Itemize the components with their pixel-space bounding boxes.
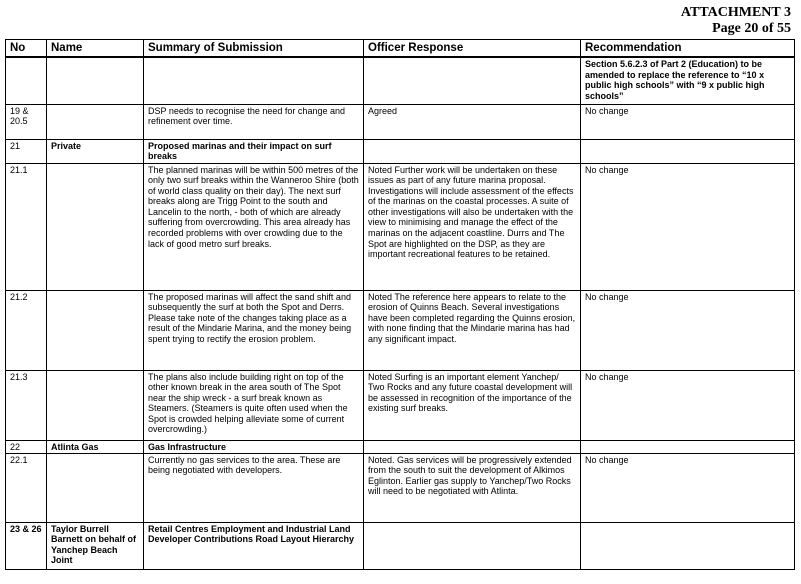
row-name [47, 163, 144, 290]
row-no: 21.3 [6, 370, 47, 440]
table-header-row [6, 40, 795, 58]
row-response [364, 139, 581, 163]
table-row [6, 57, 795, 104]
row-no: 23 & 26 [6, 522, 47, 569]
row-summary: The proposed marinas will affect the sand shift and subsequently the surf at both the Spot and Derrs. Please take note of the changes taking place as a result of the Mindarie Marina, and the money being spent trying to rectify the erosion problem. [144, 290, 364, 370]
row-response: Agreed [364, 104, 581, 139]
row-recommendation [581, 139, 795, 163]
row-summary: The planned marinas will be within 500 metres of the only two surf breaks within the Wanneroo Shire (both of world class quality on their day). The next surf breaks along are Trigg Point to the south and Lancelin to the north, - both of which are already suffering from overcrowding. This area already has recorded problems with over crowding due to the lack of good metro surf breaks. [144, 163, 364, 290]
table-row [6, 370, 795, 440]
row-recommendation: No change [581, 104, 795, 139]
row-no: 21.1 [6, 163, 47, 290]
row-name: Taylor Burrell Barnett on behalf of Yanchep Beach Joint [47, 522, 144, 569]
row-no [6, 57, 47, 104]
row-response [364, 522, 581, 569]
row-name [47, 290, 144, 370]
table-row [6, 139, 795, 163]
row-summary: DSP needs to recognise the need for change and refinement over time. [144, 104, 364, 139]
row-no: 22.1 [6, 453, 47, 522]
row-no: 22 [6, 440, 47, 453]
table-row [6, 163, 795, 290]
row-no: 21 [6, 139, 47, 163]
row-name [47, 104, 144, 139]
column-header-summary: Summary of Submission [144, 40, 364, 58]
row-name: Atlinta Gas [47, 440, 144, 453]
row-summary: The plans also include building right on top of the other known break in the area south of The Spot near the ship wreck - a surf break known as Steamers. (Steamers is quite often used when the Spot is crowded helping alleviate some of current overcrowding.) [144, 370, 364, 440]
table-row [6, 440, 795, 453]
row-response [364, 57, 581, 104]
submissions-table [5, 39, 795, 570]
table-row [6, 104, 795, 139]
table-row [6, 453, 795, 522]
row-response: Noted Surfing is an important element Yanchep/ Two Rocks and any future coastal development will be assessed in recognition of the importance of the existing surf breaks. [364, 370, 581, 440]
attachment-label: ATTACHMENT 3 [680, 5, 791, 20]
row-summary: Gas Infrastructure [144, 440, 364, 453]
row-name [47, 370, 144, 440]
table-row [6, 522, 795, 569]
row-response: Noted Further work will be undertaken on these issues as part of any future marina proposal. Investigations will include assessment of the effects of the marinas on the coastal processes. A suite of other investigations will also be undertaken with the view to minimising and manage the effect of the marinas on the adjacent coastline. Durrs and The Spot are highlighted on the DSP, as they are important recreational features to be retained. [364, 163, 581, 290]
row-recommendation [581, 440, 795, 453]
column-header-name: Name [47, 40, 144, 58]
row-name [47, 57, 144, 104]
row-recommendation [581, 522, 795, 569]
row-name: Private [47, 139, 144, 163]
column-header-response: Officer Response [364, 40, 581, 58]
table-row [6, 290, 795, 370]
row-no: 19 & 20.5 [6, 104, 47, 139]
page-number: Page 20 of 55 [712, 21, 791, 36]
row-summary: Currently no gas services to the area. These are being negotiated with developers. [144, 453, 364, 522]
row-response: Noted. Gas services will be progressively extended from the south to suit the development of Alkimos Eglinton. Earlier gas supply to Yanchep/Two Rocks will need to be negotiated with Atlinta. [364, 453, 581, 522]
row-recommendation: No change [581, 370, 795, 440]
row-recommendation: No change [581, 163, 795, 290]
row-recommendation: No change [581, 290, 795, 370]
row-response: Noted The reference here appears to relate to the erosion of Quinns Beach. Several investigations have been completed regarding the Quinns erosion, with none finding that the Mindarie marina has had any significant impact. [364, 290, 581, 370]
row-summary: Retail Centres Employment and Industrial Land Developer Contributions Road Layout Hierarchy [144, 522, 364, 569]
column-header-no: No [6, 40, 47, 58]
row-summary: Proposed marinas and their impact on surf breaks [144, 139, 364, 163]
row-name [47, 453, 144, 522]
page-header [681, 5, 791, 37]
row-no: 21.2 [6, 290, 47, 370]
row-recommendation: Section 5.6.2.3 of Part 2 (Education) to be amended to replace the reference to “10 x public high schools” with “9 x public high schools” [581, 57, 795, 104]
column-header-recommendation: Recommendation [581, 40, 795, 58]
row-recommendation: No change [581, 453, 795, 522]
row-response [364, 440, 581, 453]
row-summary [144, 57, 364, 104]
